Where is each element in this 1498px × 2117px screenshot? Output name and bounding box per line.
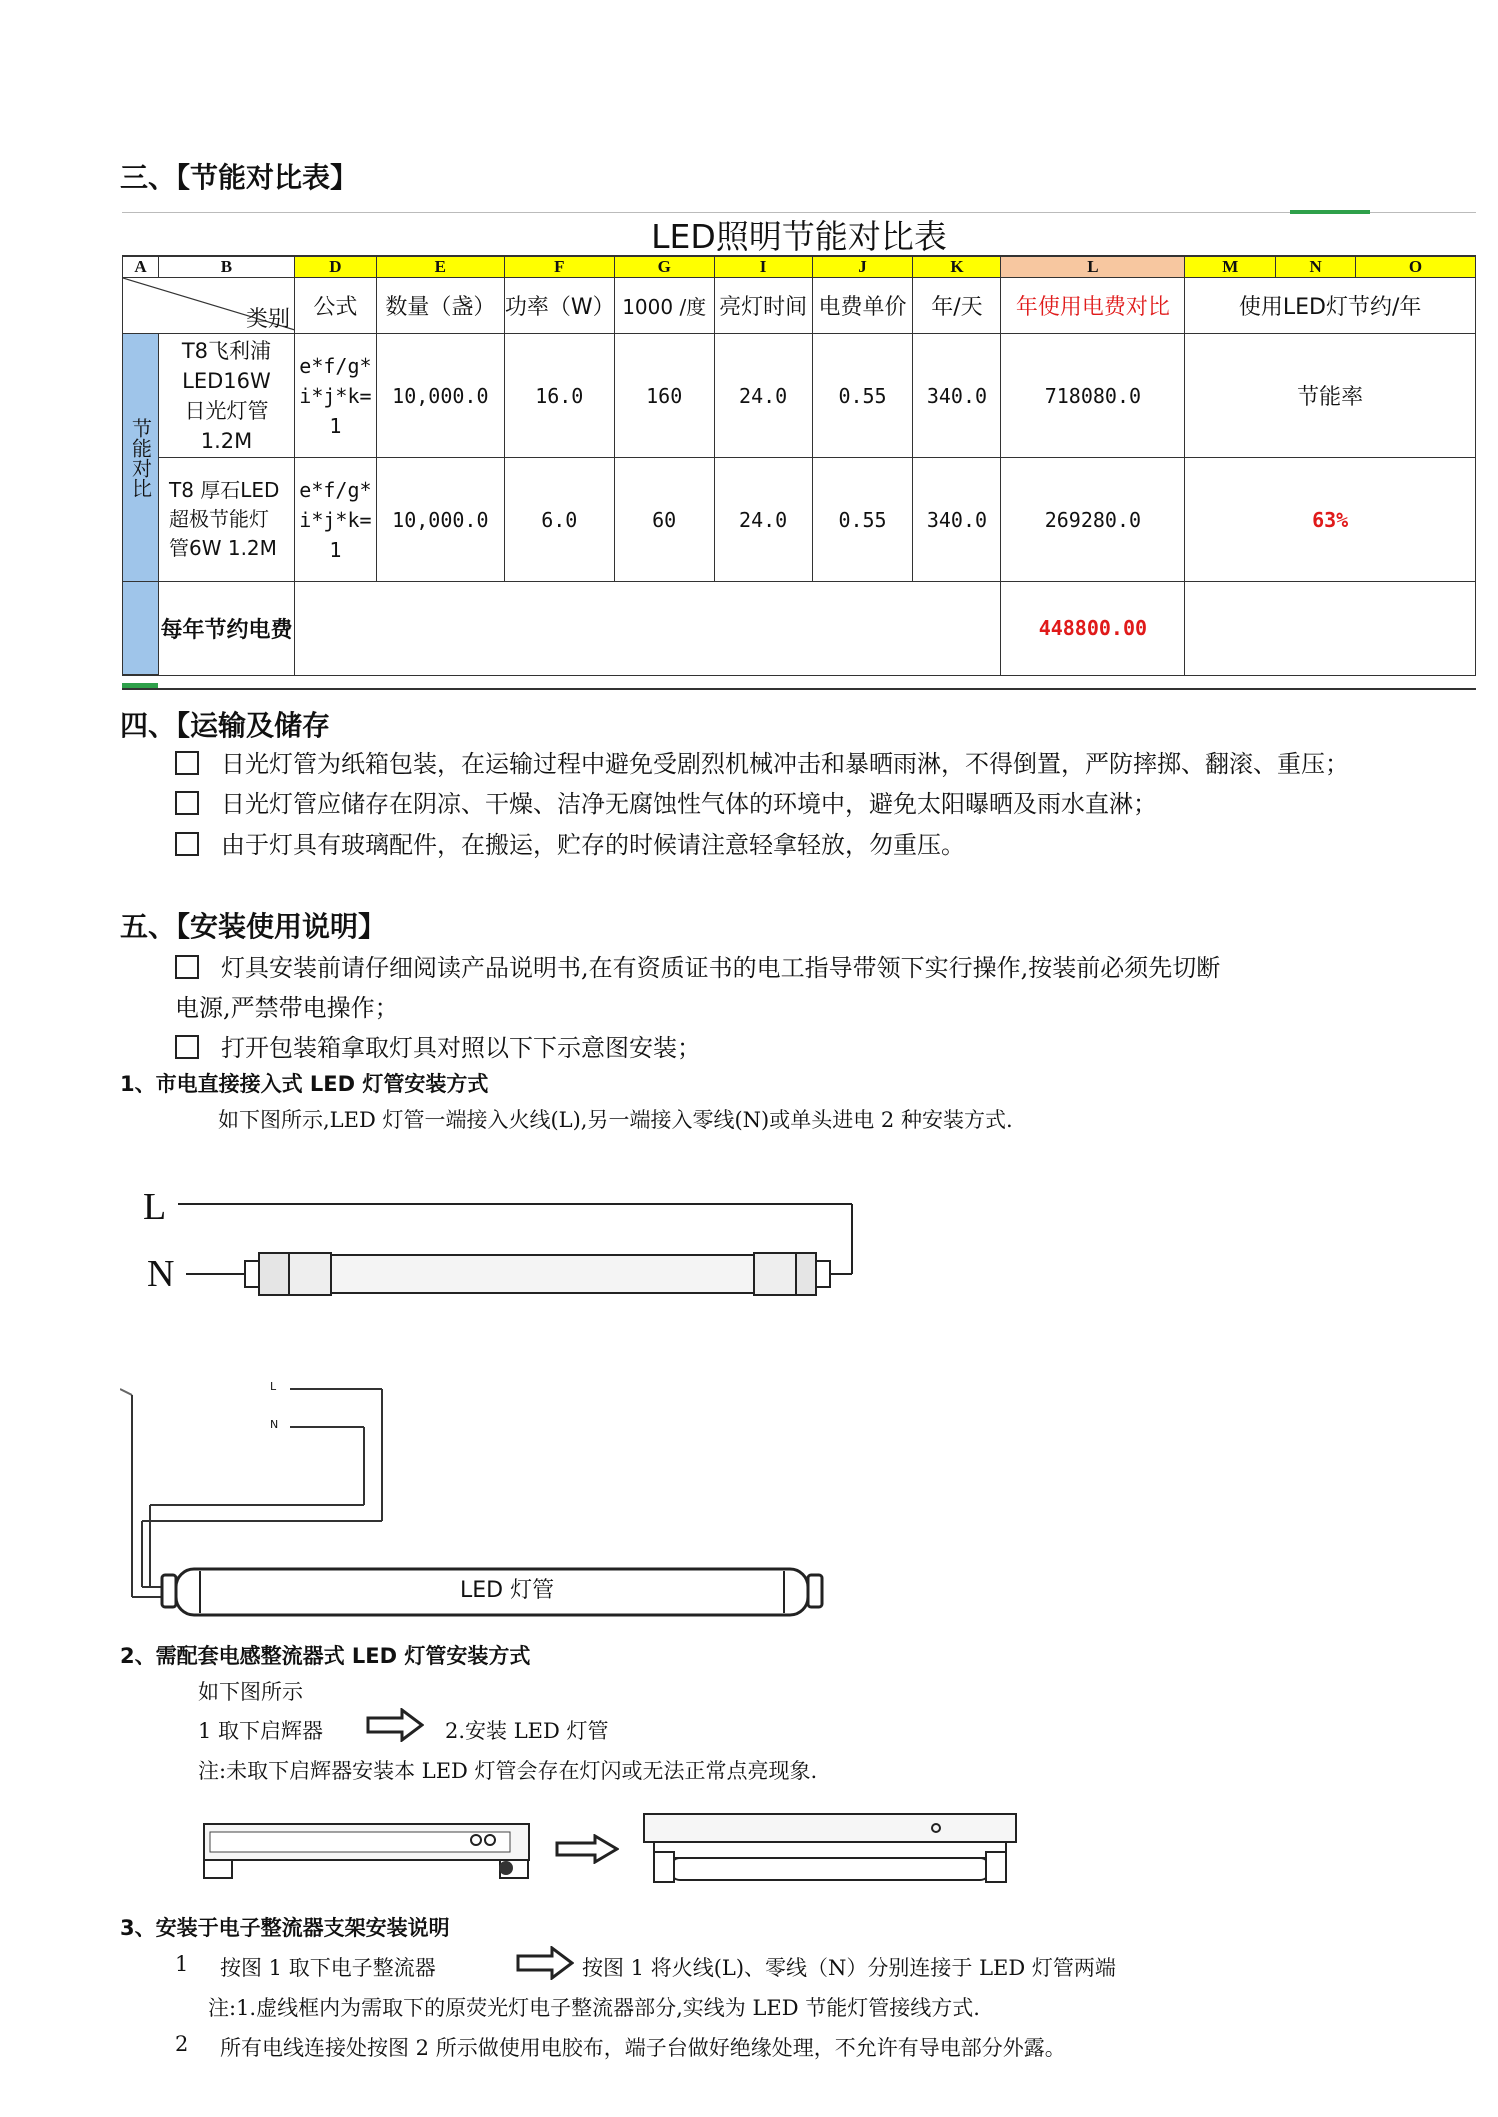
- method-2-desc: 如下图所示: [198, 1680, 303, 1704]
- col-letter-d: D: [294, 257, 376, 278]
- table-row: [123, 334, 1476, 458]
- row2-annual-cost: 269280.0: [1001, 458, 1185, 582]
- column-letters-row: [123, 257, 1476, 278]
- col-letter-b: B: [158, 257, 294, 278]
- checkbox-icon: [175, 791, 199, 815]
- header-row: [123, 278, 1476, 334]
- method-3-step1-number: 1: [175, 1952, 189, 1976]
- table-title: LED照明节能对比表: [122, 213, 1476, 257]
- diagram2-n-label: N: [270, 1418, 279, 1431]
- section-5-title: 五、【安装使用说明】: [120, 910, 387, 943]
- annual-cost-header: 年使用电费对比: [1001, 278, 1185, 334]
- hours-header: 亮灯时间: [714, 278, 812, 334]
- method-3-title: 3、安装于电子整流器支架安装说明: [120, 1916, 450, 1940]
- col-letter-o: O: [1356, 257, 1476, 278]
- row1-price: 0.55: [812, 334, 913, 458]
- col-letter-g: G: [614, 257, 714, 278]
- row1-power: 16.0: [504, 334, 614, 458]
- col-letter-i: I: [714, 257, 812, 278]
- category-header: 类别: [123, 278, 295, 334]
- method-3-step1b: 按图 1 将火线(L)、零线（N）分别连接于 LED 灯管两端: [582, 1956, 1116, 1980]
- checkbox-icon: [175, 955, 199, 979]
- row1-name: T8飞利浦LED16W日光灯管1.2M: [158, 334, 294, 458]
- diagram2-l-label: L: [270, 1380, 277, 1393]
- method-2-note: 注:未取下启辉器安装本 LED 灯管会存在灯闪或无法正常点亮现象.: [198, 1759, 818, 1783]
- row2-saving: 63%: [1185, 458, 1476, 582]
- install-item-cont: 电源,严禁带电操作；: [175, 994, 399, 1022]
- install-item: 灯具安装前请仔细阅读产品说明书,在有资质证书的电工指导带领下实行操作,按装前必须先切断: [175, 948, 1220, 983]
- row1-annual-cost: 718080.0: [1001, 334, 1185, 458]
- row1-hours: 24.0: [714, 334, 812, 458]
- footer-value: 448800.00: [1001, 582, 1185, 676]
- method-3-step2: 所有电线连接处按图 2 所示做使用电胶布，端子台做好绝缘处理，不允许有导电部分外露。: [220, 2036, 1066, 2060]
- method-2-step2: 2.安装 LED 灯管: [445, 1719, 609, 1743]
- power-header: 功率（W）: [504, 278, 614, 334]
- table-row: [123, 458, 1476, 582]
- diagram1-n-label: N: [147, 1253, 175, 1295]
- col-letter-k: K: [913, 257, 1001, 278]
- price-header: 电费单价: [812, 278, 913, 334]
- row2-price: 0.55: [812, 458, 913, 582]
- footer-row: [123, 582, 1476, 676]
- col-letter-a: A: [123, 257, 159, 278]
- method-3-note: 注:1.虚线框内为需取下的原荧光灯电子整流器部分,实线为 LED 节能灯管接线方式.: [208, 1996, 980, 2020]
- storage-item: 由于灯具有玻璃配件，在搬运，贮存的时候请注意轻拿轻放，勿重压。: [175, 825, 965, 860]
- kwh-header: 1000 /度: [614, 278, 714, 334]
- row1-days: 340.0: [913, 334, 1001, 458]
- arrow-right-icon: [555, 1834, 619, 1864]
- footer-sidebar: [123, 582, 159, 676]
- section-4-title: 四、【运输及储存: [120, 709, 331, 742]
- method-1-title: 1、市电直接接入式 LED 灯管安装方式: [120, 1072, 489, 1096]
- energy-comparison-table: [122, 212, 1476, 690]
- green-mark: [1290, 210, 1370, 214]
- arrow-right-icon: [516, 1946, 574, 1980]
- fixture-with-led-tube-image: [640, 1808, 1022, 1888]
- days-header: 年/天: [913, 278, 1001, 334]
- method-2-title: 2、需配套电感整流器式 LED 灯管安装方式: [120, 1644, 531, 1668]
- row2-kwh: 60: [614, 458, 714, 582]
- diagram1-l-label: L: [143, 1186, 167, 1228]
- col-letter-e: E: [376, 257, 504, 278]
- col-letter-j: J: [812, 257, 913, 278]
- method-1-desc: 如下图所示,LED 灯管一端接入火线(L),另一端接入零线(N)或单头进电 2 种安装方式.: [218, 1108, 1013, 1132]
- method-3-step1: 按图 1 取下电子整流器: [220, 1956, 436, 1980]
- row2-days: 340.0: [913, 458, 1001, 582]
- sidebar-label: 节能对比: [123, 334, 159, 582]
- storage-item: 日光灯管为纸箱包装，在运输过程中避免受剧烈机械冲击和暴晒雨淋，不得倒置，严防摔掷、翻滚、重压；: [175, 744, 1349, 779]
- method-2-step1: 1 取下启辉器: [198, 1719, 324, 1743]
- install-item: 打开包装箱拿取灯具对照以下下示意图安装；: [175, 1028, 701, 1063]
- row2-quantity: 10,000.0: [376, 458, 504, 582]
- footer-label: 每年节约电费: [158, 582, 294, 676]
- row1-quantity: 10,000.0: [376, 334, 504, 458]
- col-letter-l: L: [1001, 257, 1185, 278]
- checkbox-icon: [175, 751, 199, 775]
- quantity-header: 数量（盏）: [376, 278, 504, 334]
- row2-hours: 24.0: [714, 458, 812, 582]
- storage-item: 日光灯管应储存在阴凉、干燥、洁净无腐蚀性气体的环境中，避免太阳曝晒及雨水直淋；: [175, 784, 1157, 819]
- table-grid: [122, 256, 1476, 676]
- footer-empty-right: [1185, 582, 1476, 676]
- formula-header: 公式: [294, 278, 376, 334]
- row2-power: 6.0: [504, 458, 614, 582]
- row2-formula: e*f/g*i*j*k=1: [294, 458, 376, 582]
- section-3-title: 三、【节能对比表】: [120, 161, 359, 194]
- checkbox-icon: [175, 1035, 199, 1059]
- row1-kwh: 160: [614, 334, 714, 458]
- footer-empty: [294, 582, 1000, 676]
- fixture-with-starter-image: [200, 1818, 540, 1880]
- green-mark-bottom: [122, 683, 158, 688]
- method-3-step2-number: 2: [175, 2032, 189, 2056]
- row1-saving: 节能率: [1185, 334, 1476, 458]
- row1-formula: e*f/g*i*j*k=1: [294, 334, 376, 458]
- col-letter-n: N: [1276, 257, 1356, 278]
- saving-header: 使用LED灯节约/年: [1185, 278, 1476, 334]
- row2-name: T8 厚石LED超极节能灯管6W 1.2M: [158, 458, 294, 582]
- diagram1-led-tube-wiring: [170, 1195, 870, 1315]
- col-letter-m: M: [1185, 257, 1276, 278]
- checkbox-icon: [175, 832, 199, 856]
- col-letter-f: F: [504, 257, 614, 278]
- arrow-right-icon: [366, 1708, 424, 1742]
- diagram2-tube-label: LED 灯管: [460, 1578, 555, 1603]
